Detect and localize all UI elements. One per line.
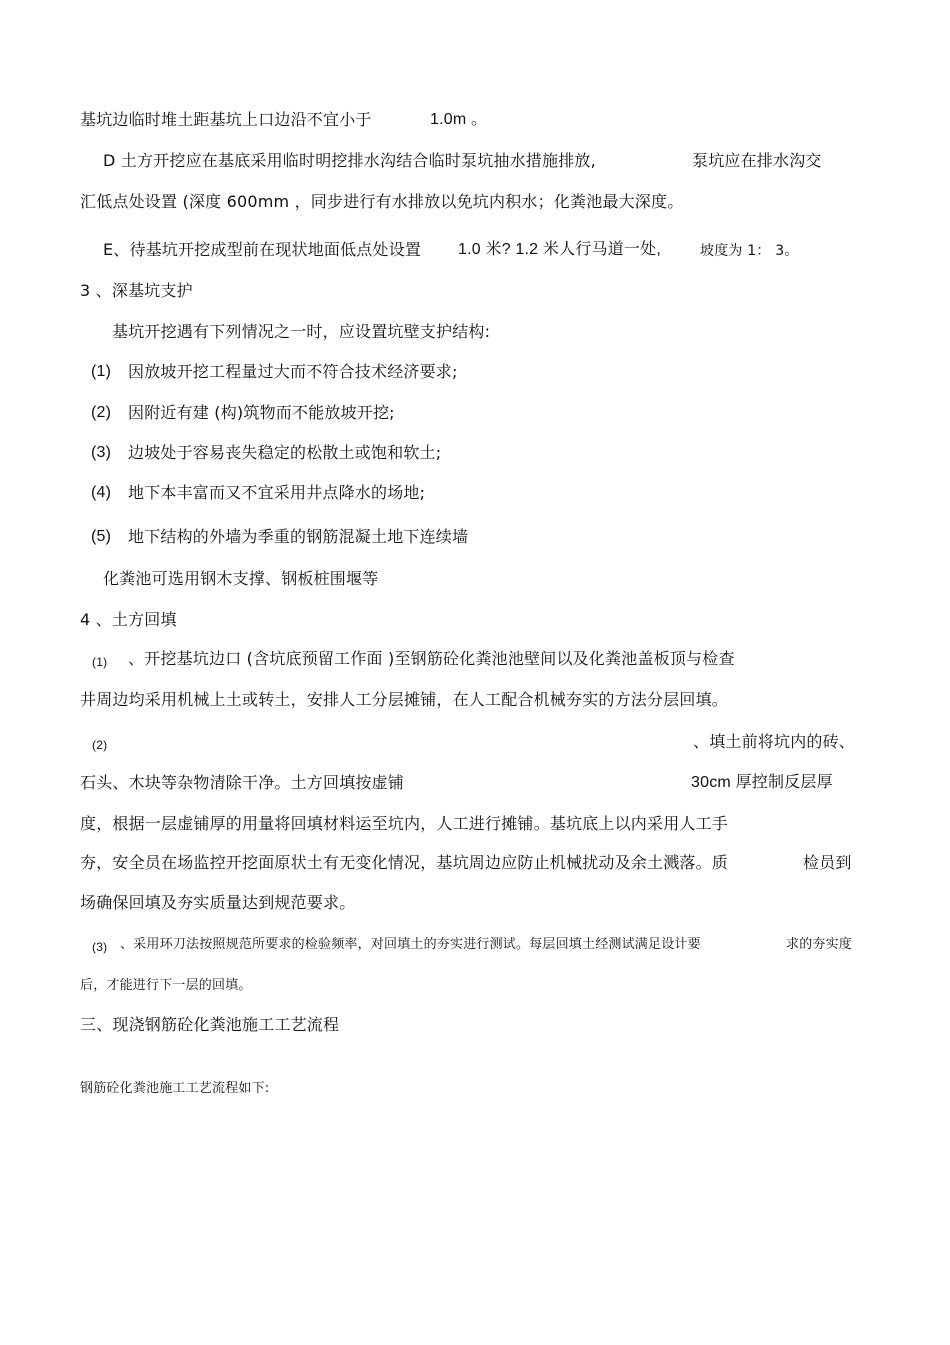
paragraph-line: 度，根据一层虚铺厚的用量将回填材料运至坑内，人工进行摊铺。基坑底上以内采用人工手 [80,814,729,833]
list-item-number: (4) [91,484,112,501]
paragraph-line: 、开挖基坑边口 (含坑底预留工作面 )至钢筋砼化粪池池壁间以及化粪池盖板顶与检查 [128,649,735,668]
paragraph-line: 化粪池可选用钢木支撑、钢板桩围堰等 [103,569,379,588]
section-heading: 三、现浇钢筋砼化粪池施工工艺流程 [80,1015,340,1034]
paragraph-line: 场确保回填及夯实质量达到规范要求。 [80,893,356,912]
paragraph-line: 1.0 米? 1.2 米人行马道一处, [458,241,661,258]
paragraph-line: 夯，安全员在场监控开挖面原状土有无变化情况，基坑周边应防止机械扰动及余土溅落。质 [80,853,729,872]
paragraph-line: 求的夯实度 [786,937,853,952]
list-item-number: (1) [91,363,112,380]
paragraph-line: 井周边均采用机械上土或转土，安排人工分层摊铺，在人工配合机械夯实的方法分层回填。 [80,690,729,709]
paragraph-line: 、采用环刀法按照规范所要求的检验频率，对回填土的夯实进行测试。每层回填土经测试满足设计要 [120,937,701,952]
list-item-number: (3) [91,444,112,461]
paragraph-line: E、待基坑开挖成型前在现状地面低点处设置 [103,240,422,259]
section-heading: 4 、土方回填 [80,610,177,629]
paragraph-line: 1.0m 。 [430,111,488,128]
list-item-number: (2) [92,738,108,752]
section-heading: 3 、深基坑支护 [80,281,193,300]
paragraph-line: 石头、木块等杂物清除干净。土方回填按虚铺 [80,773,405,792]
list-item-number: (1) [92,655,108,669]
list-item: 因放坡开挖工程量过大而不符合技术经济要求; [128,362,458,381]
paragraph-line: 泵坑应在排水沟交 [692,151,822,170]
list-item: 地下结构的外墙为季重的钢筋混凝土地下连续墙 [128,527,469,546]
list-item: 边坡处于容易丧失稳定的松散土或饱和软土; [128,443,442,462]
paragraph-line: 钢筋砼化粪池施工工艺流程如下: [80,1081,270,1096]
paragraph-line: 基坑开挖遇有下列情况之一时，应设置坑壁支护结构: [112,322,491,341]
paragraph-line: 检员到 [803,853,852,872]
list-item-number: (2) [91,404,112,421]
paragraph-line: 坡度为 1： 3。 [700,243,799,259]
paragraph-line: 后，才能进行下一层的回填。 [80,978,252,993]
paragraph-line: 汇低点处设置 (深度 600mm ，同步进行有水排放以免坑内积水；化粪池最大深度。 [80,192,684,211]
paragraph-line: D 土方开挖应在基底采用临时明挖排水沟结合临时泵坑抽水措施排放, [103,151,596,170]
list-item: 因附近有建 (构)筑物而不能放坡开挖; [128,403,395,422]
paragraph-line: 、填土前将坑内的砖、 [693,732,856,751]
paragraph-line: 基坑边临时堆土距基坑上口边沿不宜小于 [80,110,372,129]
list-item-number: (3) [92,940,108,954]
paragraph-line: 30cm 厚控制反层厚 [691,774,833,791]
list-item-number: (5) [91,528,112,545]
list-item: 地下本丰富而又不宜采用井点降水的场地; [128,483,426,502]
